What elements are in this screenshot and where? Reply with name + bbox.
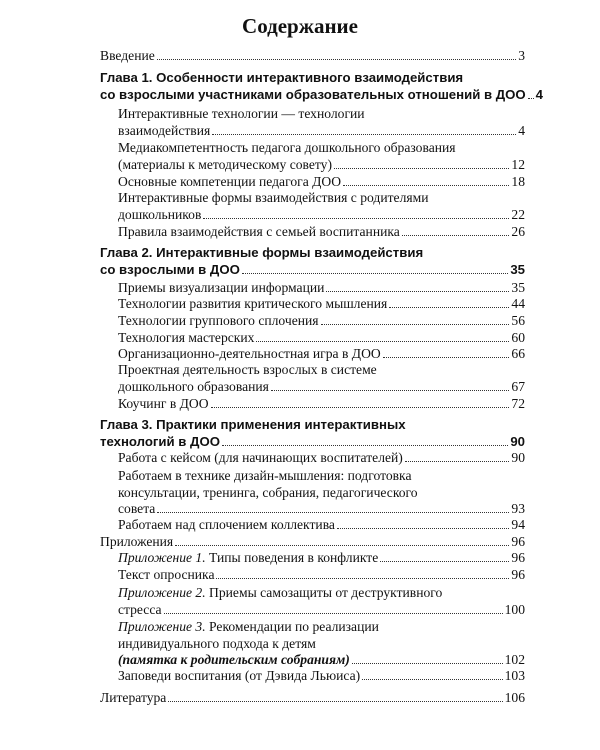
toc-entry-appendix-3[interactable] (100, 619, 525, 669)
toc-entry-text: Глава 1. Особенности интерактивного взаимодействия (100, 70, 464, 85)
toc-entry-text: Глава 3. Практики применения интерактивных (100, 417, 406, 432)
toc-entry[interactable] (100, 280, 525, 297)
page-number: 66 (511, 346, 525, 361)
leader-dots (405, 461, 510, 462)
leader-dots (389, 307, 509, 308)
toc-entry[interactable] (100, 224, 525, 241)
leader-dots (157, 512, 509, 513)
page-number: 4 (535, 86, 544, 102)
toc-entry-text: Технологии группового сплочения (118, 313, 319, 328)
page-number: 60 (511, 330, 525, 345)
toc-entry[interactable] (100, 396, 525, 413)
appendix-label: Приложение 3. (118, 619, 206, 634)
leader-dots (216, 578, 509, 579)
leader-dots (222, 445, 508, 446)
leader-dots (402, 235, 510, 236)
toc-entry-text: Проектная деятельность взрослых в системе (118, 362, 377, 377)
toc-entry[interactable] (100, 190, 525, 223)
leader-dots (343, 185, 509, 186)
page-number: 106 (504, 690, 525, 705)
page-number: 12 (511, 156, 525, 172)
page-number: 72 (511, 396, 525, 411)
page-number: 22 (511, 206, 525, 222)
toc-entry-text: Медиакомпетентность педагога дошкольного образования (118, 140, 456, 155)
toc-entry-text: Глава 2. Интерактивные формы взаимодействия (100, 245, 424, 260)
toc-entry-text: Работа с кейсом (для начинающих воспитателей) (118, 450, 403, 465)
toc-entry-literature[interactable] (100, 690, 525, 707)
toc-entry-appendix-1[interactable] (100, 550, 525, 567)
toc-entry[interactable] (100, 296, 525, 313)
toc-entry-text: совета (118, 501, 156, 516)
page-number: 26 (511, 224, 525, 239)
toc-entry-text: взаимодействия (118, 122, 211, 138)
toc-entry-text: Коучинг в ДОО (118, 396, 209, 411)
page-number: 67 (511, 378, 525, 394)
toc-entry-text: Организационно-деятельностная игра в ДОО (118, 346, 381, 361)
page-number: 90 (510, 433, 525, 449)
toc-entry-text: Интерактивные формы взаимодействия с родителями (118, 190, 429, 205)
leader-dots (271, 390, 510, 391)
toc-entry-text: Правила взаимодействия с семьей воспитанника (118, 224, 400, 239)
page-number: 102 (504, 652, 525, 667)
toc-entry[interactable] (100, 517, 525, 534)
page-number: 94 (511, 517, 525, 532)
leader-dots (352, 663, 503, 664)
leader-dots (175, 545, 509, 546)
toc-entry-text: Технология мастерских (118, 330, 255, 345)
toc-entry-text: (материалы к методическому совету) (118, 156, 333, 172)
toc-entry-text: технологий в ДОО (100, 433, 220, 449)
toc-entry-text: со взрослыми в ДОО (100, 261, 240, 277)
toc-entry[interactable] (100, 668, 525, 685)
leader-dots (164, 613, 503, 614)
toc-chapter-3[interactable] (100, 417, 525, 450)
toc-entry[interactable] (100, 106, 525, 139)
toc-entry-text: Приемы визуализации информации (118, 280, 325, 295)
toc-entry-text: Литература (100, 690, 167, 705)
page-number: 35 (511, 280, 525, 295)
toc-entry-text: Типы поведения в конфликте (209, 550, 379, 565)
leader-dots (242, 273, 508, 274)
page-number: 96 (511, 550, 525, 565)
toc-entry[interactable] (100, 346, 525, 363)
leader-dots (362, 679, 502, 680)
page-number: 35 (510, 261, 525, 277)
toc-entry-text: Работаем над сплочением коллектива (118, 517, 335, 532)
page-number: 96 (511, 567, 525, 582)
toc-entry[interactable] (100, 313, 525, 330)
toc-entry-text: Текст опросника (118, 567, 215, 582)
toc-entry-introduction[interactable] (100, 48, 525, 65)
page-number: 90 (511, 450, 525, 465)
page-number: 18 (511, 174, 525, 189)
page-number: 93 (511, 501, 525, 516)
toc-entry-text: Введение (100, 48, 155, 63)
appendix-label: Приложение 2. (118, 585, 206, 600)
toc-entry-text: со взрослыми участниками образовательных отношений в ДОО (100, 86, 526, 102)
toc-chapter-1[interactable] (100, 70, 544, 103)
leader-dots (337, 528, 509, 529)
toc-entry-text: консультации, тренинга, собрания, педагогического (118, 484, 418, 500)
toc-chapter-2[interactable] (100, 245, 525, 278)
toc-entry[interactable] (100, 450, 525, 467)
toc-entry-text: Приемы самозащиты от деструктивного (209, 585, 443, 600)
toc-entry-text: Работаем в технике дизайн-мышления: подготовка (118, 468, 412, 483)
leader-dots (157, 59, 516, 60)
page-number: 4 (518, 122, 525, 138)
toc-entry[interactable] (100, 468, 525, 518)
leader-dots (168, 701, 502, 702)
toc-entry-text: (памятка к родительским собраниям) (118, 652, 350, 667)
page-number: 100 (504, 601, 525, 617)
toc-entry-appendix-2[interactable] (100, 585, 525, 618)
toc-entry[interactable] (100, 567, 525, 584)
page-number: 56 (511, 313, 525, 328)
toc-entry[interactable] (100, 362, 525, 395)
toc-entry-text: Технологии развития критического мышления (118, 296, 388, 311)
toc-entry[interactable] (100, 140, 525, 173)
leader-dots (211, 407, 510, 408)
leader-dots (380, 561, 509, 562)
leader-dots (321, 324, 510, 325)
page-number: 3 (518, 48, 525, 63)
toc-entry-text: Заповеди воспитания (от Дэвида Льюиса) (118, 668, 361, 683)
leader-dots (334, 168, 509, 169)
toc-entry-text: дошкольного образования (118, 378, 269, 394)
page-number: 103 (504, 668, 525, 683)
toc-entry-text: дошкольников (118, 206, 202, 222)
page-number: 44 (511, 296, 525, 311)
toc-entry-text: стресса (118, 601, 162, 617)
appendix-label: Приложение 1. (118, 550, 206, 565)
toc-entry-text: Приложения (100, 534, 174, 549)
leader-dots (528, 98, 534, 99)
page-number: 96 (511, 534, 525, 549)
page-title: Содержание (242, 14, 358, 38)
leader-dots (203, 218, 509, 219)
toc-entry-text: Интерактивные технологии — технологии (118, 106, 365, 121)
leader-dots (256, 341, 509, 342)
toc-entry-appendices[interactable] (100, 534, 525, 551)
toc-entry-text: индивидуального подхода к детям (118, 635, 316, 651)
toc-entry-text: Основные компетенции педагога ДОО (118, 174, 342, 189)
leader-dots (212, 134, 516, 135)
toc-entry[interactable] (100, 330, 525, 347)
leader-dots (383, 357, 510, 358)
toc-entry[interactable] (100, 174, 525, 191)
leader-dots (326, 291, 509, 292)
toc-entry-text: Рекомендации по реализации (209, 619, 379, 634)
